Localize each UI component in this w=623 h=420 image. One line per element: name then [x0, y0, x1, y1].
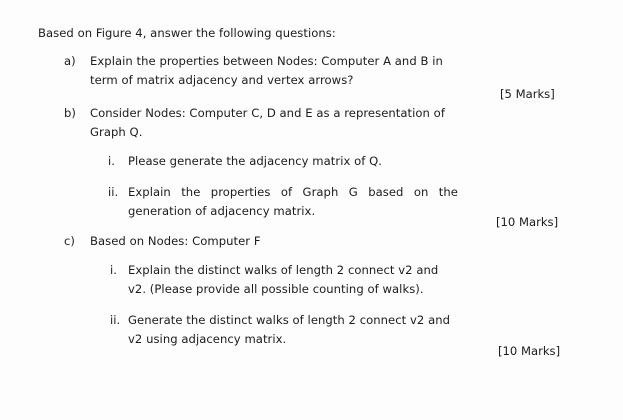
question-a-label: a): [64, 54, 76, 68]
question-a-text: [90, 52, 460, 90]
question-c-ii-label: ii.: [110, 313, 121, 327]
question-c-ii-line-2: v2 using adjacency matrix.: [128, 332, 287, 346]
question-c-i-text: [128, 261, 468, 299]
intro-text: Based on Figure 4, answer the following questions:: [38, 26, 336, 40]
question-c-i-line-1: Explain the distinct walks of length 2 connect v2 and: [128, 263, 439, 277]
question-b-text: [90, 104, 460, 142]
question-a-marks: [5 Marks]: [500, 87, 555, 101]
question-a-line-2: term of matrix adjacency and vertex arrows?: [90, 73, 354, 87]
question-b-i-label: i.: [108, 154, 116, 168]
question-c-label: c): [64, 234, 75, 248]
question-b-line-2: Graph Q.: [90, 125, 143, 139]
question-b-label: b): [64, 106, 76, 120]
question-a-line-1: Explain the properties between Nodes: Computer A and B in: [90, 54, 443, 68]
question-b-i-text: Please generate the adjacency matrix of Q.: [128, 154, 383, 168]
question-c-marks: [10 Marks]: [498, 344, 561, 358]
question-b-ii-label: ii.: [108, 185, 119, 199]
question-c-i-line-2: v2. (Please provide all possible counting of walks).: [128, 282, 424, 296]
question-c-i-label: i.: [110, 263, 118, 277]
question-b-line-1: Consider Nodes: Computer C, D and E as a representation of: [90, 106, 445, 120]
question-c-text: Based on Nodes: Computer F: [90, 234, 261, 248]
question-b-ii-text: [128, 183, 458, 221]
question-c-ii-text: [128, 311, 468, 349]
question-b-ii-line-1: Explain the properties of Graph G based on the: [128, 185, 458, 199]
question-b-marks: [10 Marks]: [496, 215, 559, 229]
question-b-ii-line-2: generation of adjacency matrix.: [128, 204, 316, 218]
question-c-ii-line-1: Generate the distinct walks of length 2 connect v2 and: [128, 313, 451, 327]
